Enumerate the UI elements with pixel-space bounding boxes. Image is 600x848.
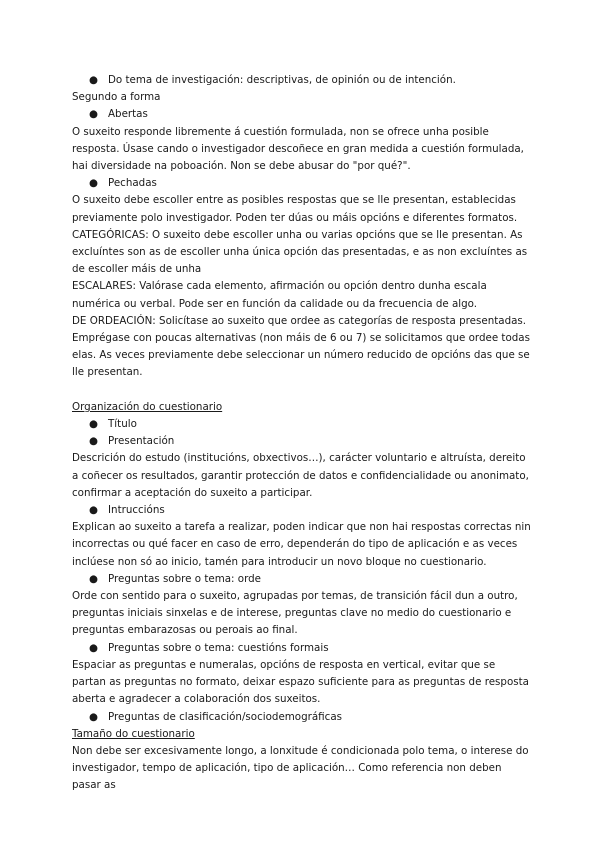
heading-organizacion: Organización do cuestionario xyxy=(72,400,223,413)
paragraph-ordeacion: DE ORDEACIÓN: Solicítase ao suxeito que ordee as categorías de resposta presentadas. Emprégase con poucas alternativas (non máis de 6 ou 7) se solicitamos que ordee todas elas. As veces previamente debe seleccionar un número reducido de opcións das que se lle presentan. xyxy=(72,314,530,379)
heading-tamano: Tamaño do cuestionario xyxy=(72,727,195,740)
bullet-item-preguntas-orde: ● Preguntas sobre o tema: orde xyxy=(72,571,532,588)
paragraph-tamano: Non debe ser excesivamente longo, a lonxitude é condicionada polo tema, o interese do investigador, tempo de aplicación, tipo de aplicación… Como referencia non deben pasar as xyxy=(72,744,529,792)
bullet-item-pechadas: ● Pechadas xyxy=(72,175,532,192)
paragraph-preguntas-orde: Orde con sentido para o suxeito, agrupadas por temas, de transición fácil dun a outro, preguntas iniciais sinxelas e de interese, preguntas clave no medio do cuestionario e preguntas embarazosas ou peroais ao final. xyxy=(72,590,518,637)
bullet-item-presentacion: ● Presentación xyxy=(72,433,532,450)
bullet-icon: ● xyxy=(89,710,98,723)
bullet-icon: ● xyxy=(89,504,98,517)
bullet-icon: ● xyxy=(89,177,98,190)
bullet-icon: ● xyxy=(89,74,98,86)
paragraph-intruccions: Explican ao suxeito a tarefa a realizar, poden indicar que non hai respostas correctas nin incorrectas ou qué facer en caso de erro, dependerán do tipo de aplicación e as veces inclúese non só ao inicio, tamén para introducir un novo bloque no cuestionario. xyxy=(72,521,531,568)
bullet-item-titulo: ● Título xyxy=(72,416,532,433)
paragraph-categoricas: CATEGÓRICAS: O suxeito debe escoller unha ou varias opcións que se lle presentan. As excluíntes son as de escoller unha única opción das presentadas, e as non excluíntes as de escoller máis de unha xyxy=(72,228,528,276)
bullet-icon: ● xyxy=(89,418,98,431)
blank-line xyxy=(72,382,532,399)
bullet-icon: ● xyxy=(89,572,98,585)
bullet-item-abertas: ● Abertas xyxy=(72,106,532,123)
document-page xyxy=(72,72,532,795)
paragraph-abertas: O suxeito responde libremente á cuestión formulada, non se ofrece unha posible resposta. Úsase cando o investigador descoñece en gran medida a cuestión formulada, hai diversidade na poboación. Non se debe abusar do "por qué?". xyxy=(72,125,524,173)
paragraph-cuestions-formais: Espaciar as preguntas e numeralas, opcións de resposta en vertical, evitar que se partan as preguntas no formato, deixar espazo suficiente para as preguntas de resposta aberta e agradecer a colaboración dos suxeitos. xyxy=(72,658,529,706)
paragraph-pechadas: O suxeito debe escoller entre as posibles respostas que se lle presentan, establecidas previamente polo investigador. Poden ter dúas ou máis opcións e diferentes formatos. xyxy=(72,194,518,224)
bullet-icon: ● xyxy=(89,641,98,654)
paragraph-presentacion: Descrición do estudo (institucións, obxectivos…), carácter voluntario e altruísta, dereito a coñecer os resultados, garantir protección de datos e confidencialidade ou anonimato, confirmar a aceptación do suxeito a participar. xyxy=(72,452,529,499)
bullet-item-clasificacion: ● Preguntas de clasificación/sociodemográficas xyxy=(72,709,532,726)
bullet-icon: ● xyxy=(89,108,98,121)
bullet-item-cuestions-formais: ● Preguntas sobre o tema: cuestións formais xyxy=(72,640,532,657)
paragraph-escalares: ESCALARES: Valórase cada elemento, afirmación ou opción dentro dunha escala numérica ou verbal. Pode ser en función da calidade ou da frecuencia de algo. xyxy=(72,280,487,310)
section-label-segundo-forma: Segundo a forma xyxy=(72,91,161,104)
bullet-icon: ● xyxy=(89,435,98,448)
bullet-item-intruccions: ● Intruccións xyxy=(72,502,532,519)
bullet-item-tema-investigacion: ● Do tema de investigación: descriptivas, de opinión ou de intención. xyxy=(72,72,532,89)
